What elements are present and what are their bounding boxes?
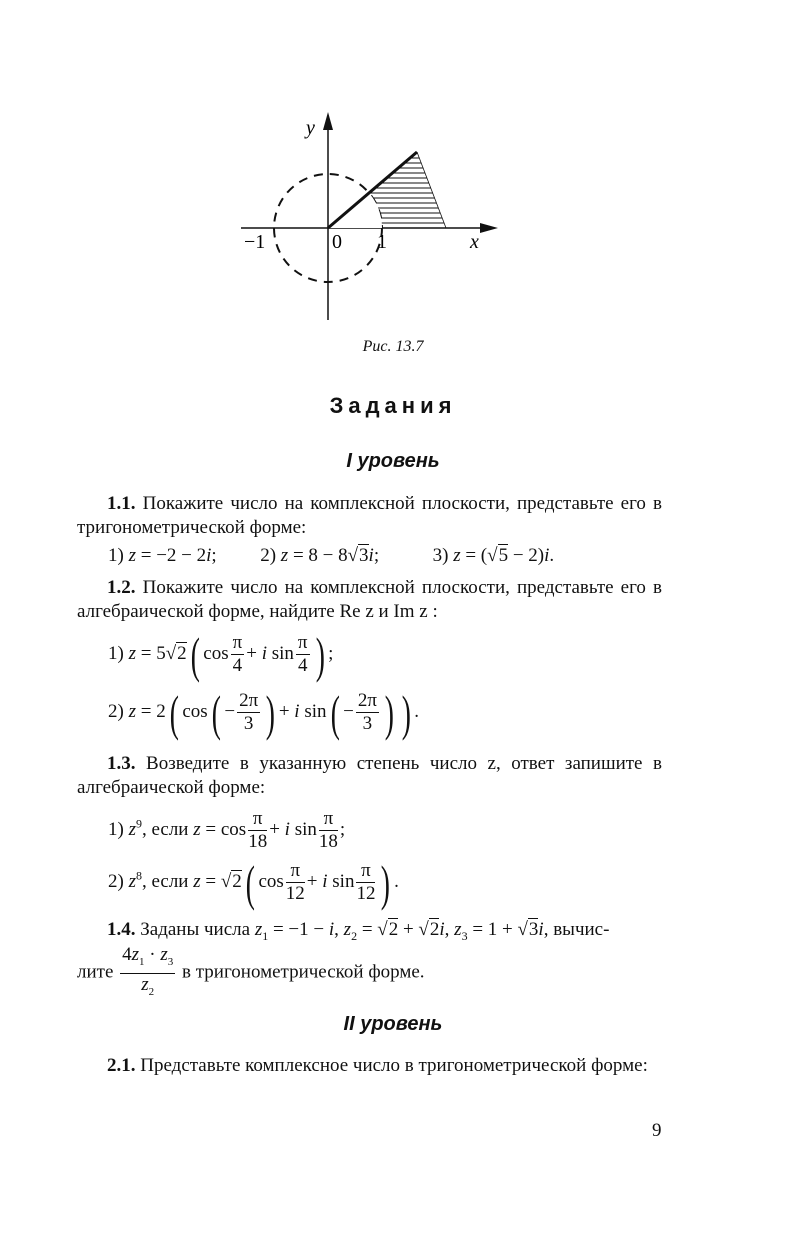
task-number: 1.3. (107, 753, 136, 774)
task-text: Представьте комплексное число в тригонометрической форме: (140, 1055, 648, 1076)
task-1-4: 1.4. Заданы числа $z_1 = -1 - i$, $z_2 = √2 + √2i$, $z_3 = 1 + √3i$, вычис- (107, 919, 610, 943)
task-1-2-formula-1: 1) z = 5√2( cos $\frac{\pi}{4}$ + i sin $\frac{\pi}{4}$ ) ; (108, 626, 334, 683)
task-number: 1.1. (107, 493, 136, 514)
task-1-3-formula-2: 2) $z^8$, если z = √2( cos $\frac{\pi}{12}$ + i sin $\frac{\pi}{12}$ ) . (108, 854, 399, 911)
tick-label-zero: 0 (332, 231, 342, 253)
task-2-1 (77, 1054, 662, 1078)
level-1-heading: I уровень (346, 450, 440, 472)
task-number: 1.4. (107, 919, 136, 940)
task-number: 1.2. (107, 577, 136, 598)
hatch-boundary (417, 152, 446, 228)
x-axis-label: x (470, 231, 479, 253)
figure-complex-plane (236, 110, 506, 325)
task-1-2-formula-2: 2) z = 2( cos( − $\frac{2\pi}{3}$ ) + i sin( − $\frac{2\pi}{3}$ ) ) . (108, 684, 420, 741)
task-1-1 (77, 492, 662, 540)
task-number: 2.1. (107, 1055, 136, 1076)
y-axis-arrow-icon (323, 112, 333, 130)
section-heading: Задания (329, 393, 457, 418)
task-1-3-formula-1: 1) $z^9$, если z = cos $\frac{\pi}{18}$ + i sin $\frac{\pi}{18}$ ; (108, 808, 346, 852)
shaded-region (274, 158, 451, 282)
task-text: Возведите в указанную степень число z, ответ запишите в алгебраической форме: (77, 753, 662, 798)
page-number: 9 (652, 1120, 662, 1141)
tick-label-one: 1 (377, 231, 387, 253)
task-text: Покажите число на комплексной плоскости, представьте его в тригонометрической форме: (77, 493, 662, 538)
y-axis-label: y (306, 117, 315, 139)
figure-caption: Рис. 13.7 (362, 338, 424, 355)
level-2-heading: II уровень (343, 1013, 443, 1035)
x-axis-arrow-icon (480, 223, 498, 233)
task-1-1-options: 1) z = −2 − 2i; 2) z = 8 − 8√3i; 3) z = (√5 − 2)i. (108, 545, 555, 566)
tick-label-minus-one: −1 (244, 231, 266, 253)
task-1-2 (77, 576, 662, 624)
task-1-4-expression: лите $\frac{4z_1 \cdot z_3}{\overline{z}_2}$ в тригонометрической форме. (77, 944, 425, 998)
task-text: Покажите число на комплексной плоскости, представьте его в алгебраической форме, найдите Re z и Im z : (77, 577, 662, 622)
task-1-3 (77, 752, 662, 800)
